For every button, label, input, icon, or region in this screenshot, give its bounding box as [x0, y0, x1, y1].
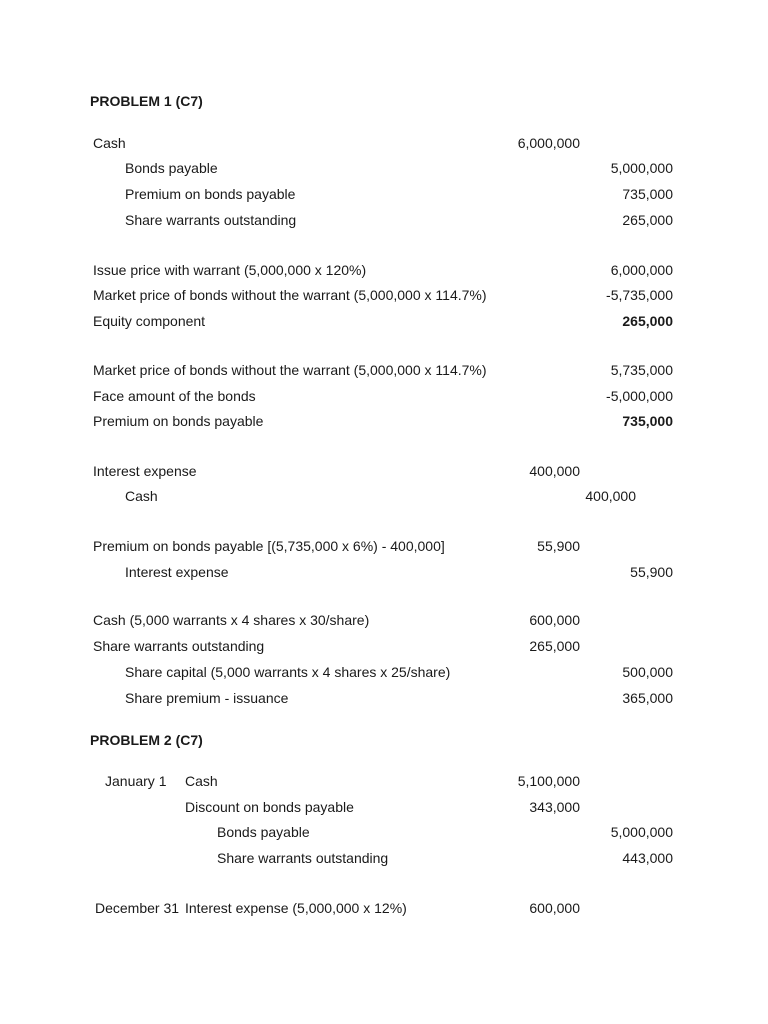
- entry-4-line-3-credit: 500,000: [622, 664, 673, 680]
- calc-1-equity-component-value: 265,000: [622, 313, 673, 329]
- calc-2-line-2-value: -5,000,000: [606, 388, 673, 404]
- p2-entry-1-line-4-account: Share warrants outstanding: [217, 850, 389, 866]
- entry-4-line-4-account: Share premium - issuance: [125, 690, 289, 706]
- entry-2-line-2-account: Cash: [125, 488, 158, 504]
- calc-2-line-1-label: Market price of bonds without the warrant (5,000,000 x 114.7%): [93, 362, 487, 378]
- p2-entry-2-line-1-account: Interest expense (5,000,000 x 12%): [185, 900, 407, 916]
- entry-1-line-1-account: Cash: [93, 135, 126, 151]
- calc-2-premium-value: 735,000: [622, 413, 673, 429]
- problem-2-title: PROBLEM 2 (C7): [90, 732, 203, 748]
- entry-1-line-3-account: Premium on bonds payable: [125, 186, 296, 202]
- p2-entry-1-line-1-account: Cash: [185, 773, 218, 789]
- p2-entry-1-line-4-credit: 443,000: [622, 850, 673, 866]
- entry-4-line-2-debit: 265,000: [529, 638, 580, 654]
- entry-2-line-1-debit: 400,000: [529, 463, 580, 479]
- p2-entry-1-line-1-debit: 5,100,000: [517, 773, 580, 789]
- entry-3-line-1-debit: 55,900: [537, 538, 580, 554]
- entry-1-line-4-credit: 265,000: [622, 212, 673, 228]
- p2-entry-2-line-1-debit: 600,000: [529, 900, 580, 916]
- calc-1-line-1-value: 6,000,000: [610, 262, 673, 278]
- p2-entry-1-line-2-account: Discount on bonds payable: [185, 799, 354, 815]
- calc-1-line-2-value: -5,735,000: [606, 287, 673, 303]
- entry-4-line-3-account: Share capital (5,000 warrants x 4 shares x 25/share): [125, 664, 451, 680]
- calc-1-line-1-label: Issue price with warrant (5,000,000 x 120%): [93, 262, 367, 278]
- entry-3-line-1-account: Premium on bonds payable [(5,735,000 x 6%) - 400,000]: [93, 538, 445, 554]
- entry-3-line-2-credit: 55,900: [630, 564, 673, 580]
- calc-1-line-2-label: Market price of bonds without the warrant (5,000,000 x 114.7%): [93, 287, 487, 303]
- entry-4-line-4-credit: 365,000: [622, 690, 673, 706]
- calc-2-line-1-value: 5,735,000: [610, 362, 673, 378]
- entry-4-line-2-account: Share warrants outstanding: [93, 638, 265, 654]
- calc-2-line-3-label: Premium on bonds payable: [93, 413, 264, 429]
- p2-entry-1-line-2-debit: 343,000: [529, 799, 580, 815]
- entry-2-line-1-account: Interest expense: [93, 463, 197, 479]
- entry-1-line-4-account: Share warrants outstanding: [125, 212, 297, 228]
- entry-4-line-1-debit: 600,000: [529, 612, 580, 628]
- p2-entry-1-line-3-account: Bonds payable: [217, 824, 310, 840]
- entry-1-line-1-debit: 6,000,000: [517, 135, 580, 151]
- calc-2-line-2-label: Face amount of the bonds: [93, 388, 256, 404]
- problem-1-title: PROBLEM 1 (C7): [90, 93, 203, 109]
- p2-entry-1-line-3-credit: 5,000,000: [610, 824, 673, 840]
- p2-entry-2-date: December 31: [95, 900, 180, 916]
- calc-1-line-3-label: Equity component: [93, 313, 206, 329]
- entry-4-line-1-account: Cash (5,000 warrants x 4 shares x 30/share): [93, 612, 370, 628]
- entry-1-line-2-account: Bonds payable: [125, 160, 218, 176]
- entry-2-line-2-credit: 400,000: [585, 488, 636, 504]
- entry-1-line-2-credit: 5,000,000: [610, 160, 673, 176]
- entry-3-line-2-account: Interest expense: [125, 564, 229, 580]
- p2-entry-1-date: January 1: [105, 773, 167, 789]
- entry-1-line-3-credit: 735,000: [622, 186, 673, 202]
